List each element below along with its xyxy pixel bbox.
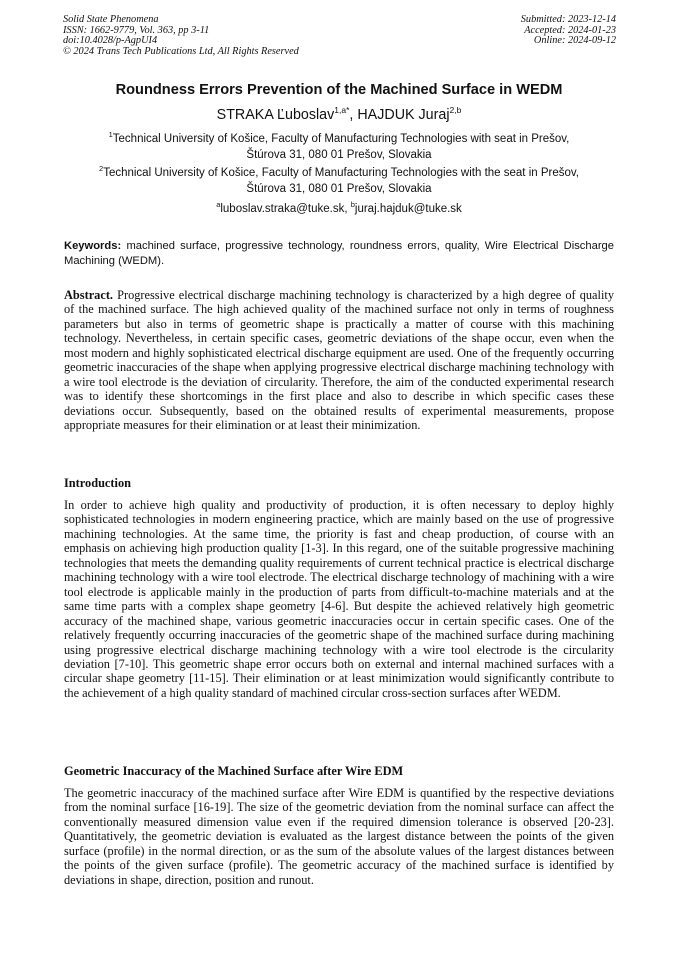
email-a-mark: a [216,200,221,210]
geometric-section-paragraph: The geometric inaccuracy of the machined surface after Wire EDM is quantified by the respective deviations from the nominal surface [16-19]. The size of the geometric deviation from the nominal surface can affect the conventionally measured dimension value even if the required dimension tolerance is observed [20-23]. Quantitatively, the geometric deviation is evaluated as the largest distance between the points of the given surface (profile) in the normal direction, or as the sum of the absolute values of the largest distances between the points of the given surface (profile). The geometric accuracy of the machined surface is identified by deviations in shape, direction, position and runout. [64,786,614,887]
keywords-text: machined surface, progressive technology, roundness errors, quality, Wire Electrical Discharge Machining (WEDM). [64,240,614,267]
email-line [60,202,618,218]
publication-info [63,15,363,57]
journal-name: Solid State Phenomena [63,14,159,25]
keywords [64,239,614,268]
author-separator: , [349,107,358,123]
submitted-date: Submitted: 2023-12-14 [520,14,616,25]
affiliation-2 [60,166,618,197]
geometric-section-heading: Geometric Inaccuracy of the Machined Surface after Wire EDM [64,764,404,778]
publication-dates [416,15,616,47]
email-a[interactable]: luboslav.straka@tuke.sk, [220,203,351,215]
introduction-paragraph: In order to achieve high quality and productivity of production, it is often necessary to deploy highly sophisticated technologies in modern engineering practice, which are mainly based on the use of progressive machining technologies. At the same time, the priority is fast and cheap production, of course with an emphasis on achieving high production quality [1-3]. In this regard, one of the suitable progressive machining technologies that meets the demanding quality requirements of current technical practice is electrical discharge machining technology with a wire tool electrode. The electrical discharge technology of machining with a wire tool electrode is applicable mainly in the production of parts from difficult-to-machine materials and at the same time parts with a complex shape geometry [4-6]. But despite the achieved relatively high geometric accuracy of the machined shape, various geometric inaccuracies occur in certain specific cases. One of the relatively frequently occurring inaccuracies of the geometric shape of the machined surface during machining using progressive electrical discharge machining technology with a wire tool electrode is the circularity deviation [7-10]. This geometric shape error occurs both on external and internal machined surfaces with a circular shape geometry [11-15]. Their elimination or at least minimization would significantly contribute to the achievement of a high quality standard of machined circular cross-section surfaces after WEDM. [64,498,614,700]
author-2-name: HAJDUK Juraj [357,107,450,123]
introduction-body [64,498,614,700]
keywords-label: Keywords: [64,240,122,252]
author-1-affiliation-mark: 1,a* [334,105,350,116]
paper-title: Roundness Errors Prevention of the Machined Surface in WEDM [115,82,563,98]
author-line [40,106,638,124]
doi-line: doi:10.4028/p-AgpUI4 [63,35,158,47]
affiliation-1-line-2: Štúrova 31, 080 01 Prešov, Slovakia [246,148,432,161]
abstract [64,288,614,433]
online-date: Online: 2024-09-12 [533,35,616,47]
copyright-line: © 2024 Trans Tech Publications Ltd, All Rights Reserved [63,45,299,57]
abstract-label: Abstract. [64,288,114,302]
geometric-section-body [64,786,614,887]
issn-line: ISSN: 1662-9779, Vol. 363, pp 3-11 [63,24,210,36]
email-b[interactable]: juraj.hajduk@tuke.sk [354,203,462,215]
affiliation-1-line-1: Technical University of Košice, Faculty of Manufacturing Technologies with seat in Prešov, [112,133,570,145]
author-2-affiliation-mark: 2,b [449,105,462,116]
accepted-date: Accepted: 2024-01-23 [524,24,616,36]
introduction-heading: Introduction [64,476,131,490]
affiliation-2-line-1: Technical University of Košice, Faculty of Manufacturing Technologies with the seat in Prešov, [103,167,579,179]
affiliation-1-mark: 1 [108,130,113,140]
affiliation-2-line-2: Štúrova 31, 080 01 Prešov, Slovakia [246,182,432,195]
author-1-name: STRAKA Ľuboslav [216,107,335,123]
email-b-mark: b [350,200,355,210]
affiliation-2-mark: 2 [99,164,104,174]
affiliation-1 [60,132,618,163]
abstract-text: Progressive electrical discharge machining technology is characterized by a high degree of quality of the machined surface. The high achieved quality of the machined surface not only in terms of roughness parameters but also in terms of geometric shape is practically a matter of course with this machining technology. Nevertheless, in certain specific cases, geometric deviations of the shape occur, even when the most modern and highly sophisticated electrical discharge equipment are used. One of the frequently occurring geometric inaccuracies of the shape when applying progressive electrical discharge machining technology with a wire tool electrode is the deviation of circularity. Therefore, the aim of the conducted experimental research was to identify these shortcomings in the first place and also to describe in which specific cases these deviations occur. Subsequently, based on the obtained results of experimental measurements, propose appropriate measures for their elimination or at least their minimization. [64,288,614,433]
